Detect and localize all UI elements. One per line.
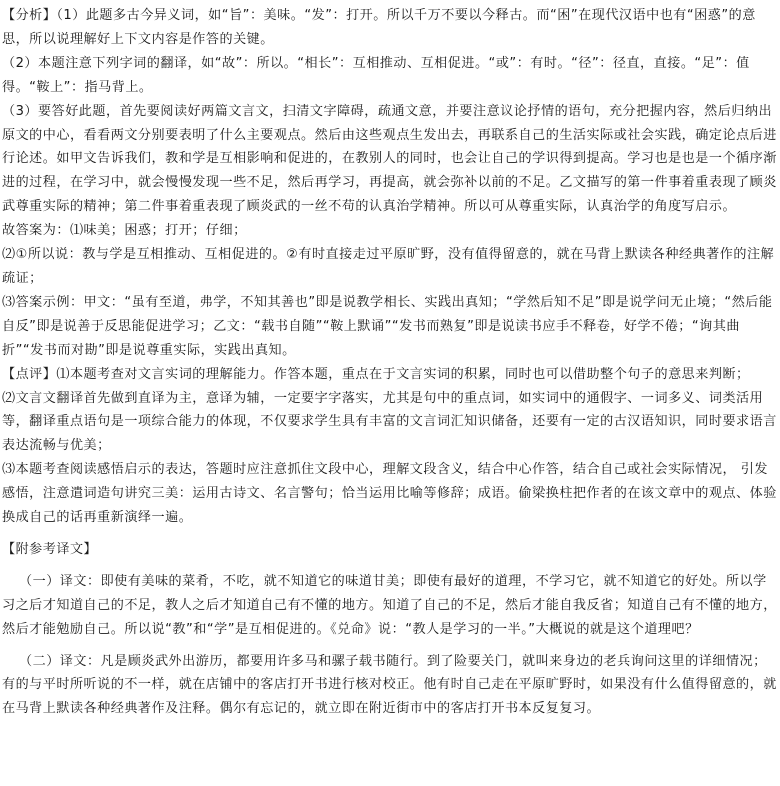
analysis-paragraph-2: （2）本题注意下列字词的翻译，如“故”：所以。“相长”：互相推动、互相促进。“或”：有时。“径”：径直，直接。“足”：值得。“鞍上”：指马背上。 — [2, 55, 750, 95]
translation-paragraph-1: （一）译文：即使有美味的菜肴，不吃，就不知道它的味道甘美；即使有最好的道理，不学习它，就不知道它的好处。所以学习之后才知道自己的不足，教人之后才知道自己有不懂的地方。知道了自己的不足，然后才能自我反省；知道自己有不懂的地方，然后才能勉励自己。所以说“教”和“学”是互相促进的。《兑命》说：“教人是学习的一半。”大概说的就是这个道理吧？ — [2, 573, 777, 637]
review-section — [2, 363, 778, 530]
translation-paragraph-2: （二）译文：凡是顾炎武外出游历，都要用许多马和骡子载书随行。到了险要关门，就叫来身边的老兵询问这里的详细情况；有的与平时所听说的不一样，就在店铺中的客店打开书进行核对校正。他有时自己走在平原旷野时，如果没有什么值得留意的，就在马背上默读各种经典著作及注释。偶尔有忘记的，就立即在附近街市中的客店打开书本反复复习。 — [2, 653, 777, 717]
analysis-section — [2, 4, 778, 219]
review-paragraph: 【点评】⑴本题考查对文言实词的理解能力。作答本题，重点在于文言实词的积累，同时也可以借助整个句子的意思来判断； — [2, 366, 750, 382]
review-paragraph: ⑵文言文翻译首先做到直译为主，意译为辅，一定要字字落实，尤其是句中的重点词，如实词中的通假字、一词多义、词类活用等，翻译重点语句是一项综合能力的体现，不仅要求学生具有丰富的文言词汇知识储备，还要有一定的古汉语知识，同时要求语言表达流畅与优美； — [2, 390, 777, 454]
spacer — [2, 562, 778, 570]
spacer — [2, 642, 778, 650]
translation-section — [2, 538, 778, 721]
review-paragraph: ⑶本题考查阅读感悟启示的表达，答题时应注意抓住文段中心，理解文段含义，结合中心作答，结合自己或社会实际情况， 引发感悟，注意遣词造句讲究三美：运用古诗文、名言警句；恰当运用比喻等修辞；成语。偷梁换柱把作者的在该文章中的观点、体验换成自己的话再重新演绎一遍。 — [2, 462, 777, 526]
analysis-paragraph-1: 【分析】（1）此题多古今异义词，如“旨”：美味。“发”：打开。所以千万不要以今释古。而“困”在现代汉语中也有“困惑”的意思，所以说理解好上下文内容是作答的关键。 — [2, 8, 756, 47]
spacer — [2, 530, 778, 538]
analysis-paragraph-3: （3）要答好此题，首先要阅读好两篇文言文，扫清文字障碍，疏通文意，并要注意议论抒情的语句，充分把握内容，然后归纳出原文的中心，看看两文分别要表明了什么主要观点。然后由这些观点生发出去，再联系自己的生活实际或社会实践，确定论点后进行论述。如甲文告诉我们，教和学是互相影响和促进的，在教别人的同时，也会让自己的学识得到提高。学习也是也是一个循序渐进的过程，在学习中，就会慢慢发现一些不足，然后再学习，再提高，就会弥补以前的不足。乙文描写的第一件事着重表现了顾炎武尊重实际的精神；第二件事着重表现了顾炎武的一丝不苟的认真治学精神。所以可从尊重实际，认真治学的角度写启示。 — [2, 103, 777, 215]
translation-heading: 【附参考译文】 — [2, 541, 98, 557]
answer-line: ⑵①所以说：教与学是互相推动、互相促进的。②有时直接走过平原旷野，没有值得留意的，就在马背上默读各种经典著作的注解疏证； — [2, 247, 775, 286]
answers-section — [2, 219, 778, 362]
answer-line: 故答案为：⑴味美；困惑；打开；仔细； — [2, 223, 247, 239]
answer-line: ⑶答案示例：甲文：“虽有至道，弗学，不知其善也”即是说教学相长、实践出真知；“学然后知不足”即是说学问无止境；“然后能自反”即是说善于反思能促进学习；乙文：“载书自随”“鞍上默诵”“发书而熟复”即是说读书应手不释卷，好学不倦；“询其曲折”“发书而对勘”即是说尊重实际，实践出真知。 — [2, 294, 773, 358]
